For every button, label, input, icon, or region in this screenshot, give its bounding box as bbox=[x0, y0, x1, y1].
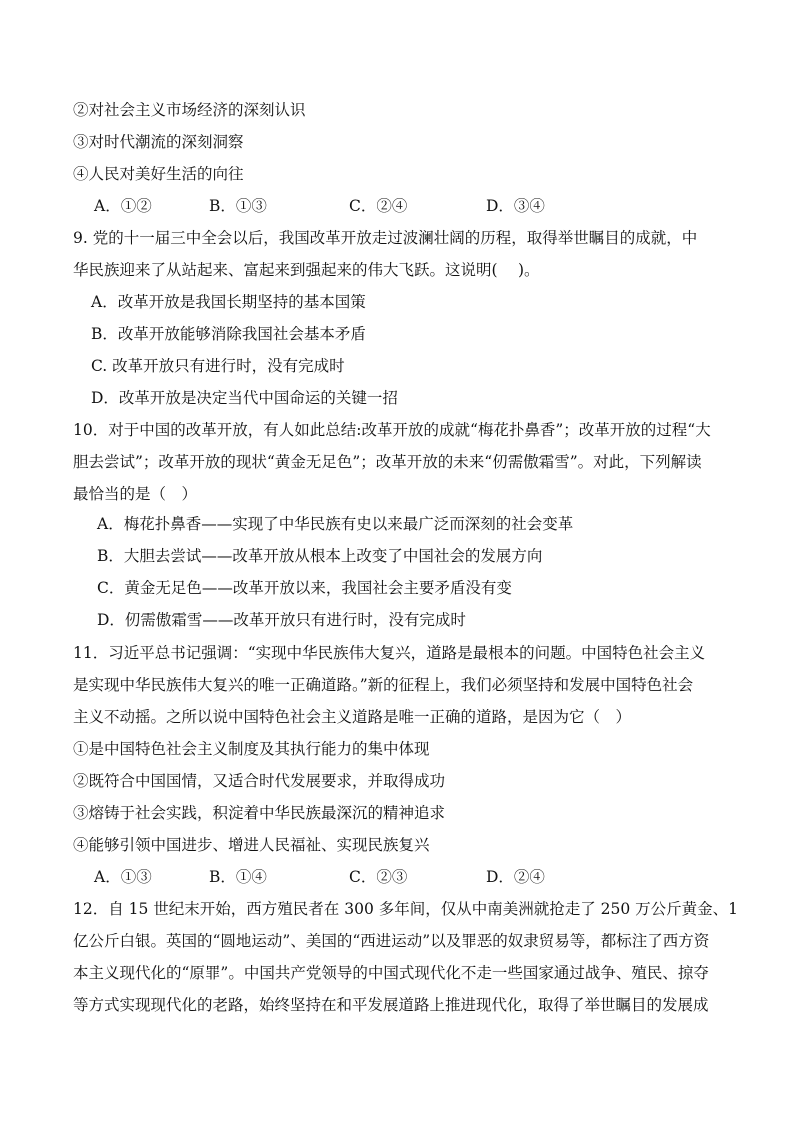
q10-stem-line-2: 胆去尝试”；改革开放的现状“黄金无足色”；改革开放的未来“仞需傲霜雪”。对此，下列解读 bbox=[73, 453, 702, 471]
q11-option-b: B．①④ bbox=[209, 868, 267, 886]
q12-stem-line-1: 12．自 15 世纪末开始，西方殖民者在 300 多年间，仅从中南美洲就抢走了 250 万公斤黄金、1 bbox=[73, 900, 739, 918]
q10-option-c: C．黄金无足色——改革开放以来，我国社会主要矛盾没有变 bbox=[97, 579, 512, 597]
q10-option-d: D．仞需傲霜雪——改革开放只有进行时，没有完成时 bbox=[97, 611, 466, 629]
q11-option-a: A．①③ bbox=[94, 868, 152, 886]
q11-option-c: C．②③ bbox=[349, 868, 408, 886]
q8-option-d: D．③④ bbox=[486, 197, 545, 215]
q11-item-1: ①是中国特色社会主义制度及其执行能力的集中体现 bbox=[73, 740, 430, 758]
q8-item-2: ②对社会主义市场经济的深刻认识 bbox=[73, 101, 306, 119]
q10-option-b: B．大胆去尝试——改革开放从根本上改变了中国社会的发展方向 bbox=[97, 547, 543, 565]
q8-option-a: A．①② bbox=[94, 197, 152, 215]
q11-stem-line-1: 11．习近平总书记强调：“实现中华民族伟大复兴，道路是最根本的问题。中国特色社会主义 bbox=[73, 644, 706, 662]
q8-item-3: ③对时代潮流的深刻洞察 bbox=[73, 133, 244, 151]
q11-item-3: ③熔铸于社会实践，积淀着中华民族最深沉的精神追求 bbox=[73, 804, 446, 822]
q12-stem-line-3: 本主义现代化的“原罪”。中国共产党领导的中国式现代化不走一些国家通过战争、殖民、掠夺 bbox=[73, 964, 709, 982]
q9-stem-line-1: 9. 党的十一届三中全会以后，我国改革开放走过波澜壮阔的历程，取得举世瞩目的成就，中 bbox=[73, 229, 698, 247]
q9-option-d: D．改革开放是决定当代中国命运的关键一招 bbox=[91, 389, 398, 407]
q8-item-4: ④人民对美好生活的向往 bbox=[73, 165, 244, 183]
q8-option-b: B．①③ bbox=[209, 197, 267, 215]
q9-option-b: B．改革开放能够消除我国社会基本矛盾 bbox=[91, 325, 366, 343]
q10-stem-line-1: 10．对于中国的改革开放，有人如此总结:改革开放的成就“梅花扑鼻香”；改革开放的过程“大 bbox=[73, 421, 711, 439]
q8-option-c: C．②④ bbox=[349, 197, 408, 215]
q9-option-a: A．改革开放是我国长期坚持的基本国策 bbox=[91, 293, 366, 311]
q11-option-d: D．②④ bbox=[486, 868, 545, 886]
q11-stem-line-3: 主义不动摇。之所以说中国特色社会主义道路是唯一正确的道路，是因为它（ ） bbox=[73, 708, 632, 726]
q10-stem-line-3: 最恰当的是（ ） bbox=[73, 485, 198, 503]
q12-stem-line-4: 等方式实现现代化的老路，始终坚持在和平发展道路上推进现代化，取得了举世瞩目的发展成 bbox=[73, 996, 709, 1014]
q11-item-2: ②既符合中国国情，又适合时代发展要求，并取得成功 bbox=[73, 772, 446, 790]
q11-stem-line-2: 是实现中华民族伟大复兴的唯一正确道路。”新的征程上，我们必须坚持和发展中国特色社会 bbox=[73, 676, 694, 694]
q9-option-c: C. 改革开放只有进行时，没有完成时 bbox=[91, 357, 345, 375]
q9-stem-line-2: 华民族迎来了从站起来、富起来到强起来的伟大飞跃。这说明( )。 bbox=[73, 261, 540, 279]
q10-option-a: A．梅花扑鼻香——实现了中华民族有史以来最广泛而深刻的社会变革 bbox=[97, 515, 574, 533]
q11-item-4: ④能够引领中国进步、增进人民福祉、实现民族复兴 bbox=[73, 836, 430, 854]
q12-stem-line-2: 亿公斤白银。英国的“圆地运动”、美国的“西进运动”以及罪恶的奴隶贸易等，都标注了西方资 bbox=[73, 932, 710, 950]
